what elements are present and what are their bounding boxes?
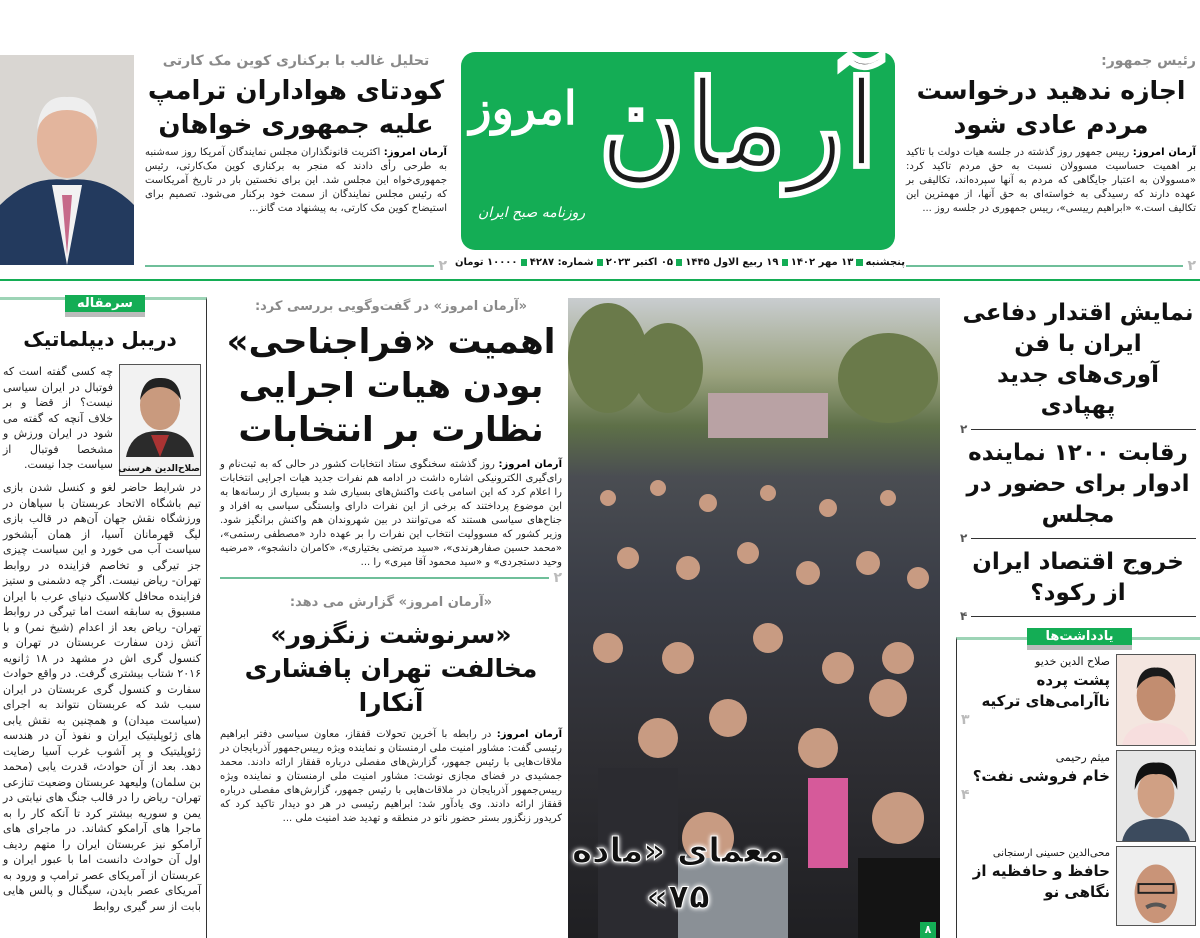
date-lunar: ۱۹ ربیع الاول ۱۴۴۵ bbox=[685, 257, 779, 268]
logo-main: آرمان bbox=[597, 54, 879, 195]
mccarthy-photo bbox=[0, 55, 134, 265]
page-number: ۲ bbox=[438, 258, 447, 274]
page-number: ۲ bbox=[1187, 258, 1196, 274]
kicker: رئیس جمهور: bbox=[1101, 53, 1196, 69]
note-title: حافظ و حافظیه از نگاهی نو bbox=[972, 862, 1110, 901]
logo-sub: امروز bbox=[469, 81, 577, 135]
author-photo bbox=[1116, 750, 1196, 842]
right-headlines bbox=[956, 298, 1200, 623]
headline[interactable]: اجازه ندهید درخواست مردم عادی شود bbox=[916, 76, 1186, 139]
headline[interactable]: اهمیت «فراجناحی» بودن هیات اجرایی نظارت بر انتخابات bbox=[226, 322, 556, 450]
dateline bbox=[455, 257, 905, 268]
issue-number: شماره: ۴۲۸۷ bbox=[529, 257, 594, 268]
editorial-text bbox=[3, 364, 201, 938]
note-item[interactable] bbox=[957, 846, 1200, 926]
note-author: میثم رحیمی bbox=[1055, 751, 1110, 764]
body-text: رییس جمهور روز گذشته در جلسه هیات دولت با تاکید بر اهمیت حساسیت مسوولان نسبت به حق مردم تاکید کرد: «مسوولان به اعتبار جایگاهی که مردم به آنها سپرده‌اند، تکالیفی بر عهده دارند که رسیدگی به خواسته‌ای به حق آنها، از مهمترین این تکالیف است.» «ابراهیم رییسی»، رییس جمهوری در جلسه روز ... bbox=[906, 147, 1196, 214]
weekday: پنجشنبه bbox=[865, 257, 905, 268]
note-item[interactable] bbox=[957, 654, 1200, 746]
headline[interactable]: «سرنوشت زنگزور» مخالفت تهران پافشاری آنکارا bbox=[244, 620, 538, 717]
note-author: صلاح الدین خدیو bbox=[1035, 655, 1110, 668]
note-title: خام فروشی نفت؟ bbox=[972, 767, 1110, 785]
author-photo bbox=[1116, 654, 1196, 746]
masthead-logo bbox=[458, 0, 898, 252]
headline-parliament[interactable]: رقابت ۱۲۰۰ نماینده ادوار برای حضور در مجلس bbox=[966, 440, 1190, 528]
notes-tag: یادداشت‌ها bbox=[1027, 628, 1132, 650]
editorial-intro: چه کسی گفته است که فوتبال در ایران سیاسی نیست؟ از قضا و بر خلاف آنچه که گفته می شود در ایران ورزش و مشخصا فوتبال از سیاست جدا نیست. bbox=[3, 365, 113, 471]
note-title: پشت پرده ناآرامی‌های ترکیه bbox=[981, 671, 1110, 710]
logo-tagline: روزنامه صبح ایران bbox=[478, 205, 586, 221]
kicker: تحلیل غالب با برکناری کوین مک کارتی bbox=[162, 53, 430, 69]
story-zangezur bbox=[220, 594, 562, 938]
page-number: ۲ bbox=[553, 570, 562, 586]
page-number: ۸ bbox=[920, 922, 936, 938]
editorial-tag: سرمقاله bbox=[65, 295, 145, 317]
top-right-story bbox=[906, 52, 1196, 274]
editorial-title[interactable]: دریبل دیپلماتیک bbox=[23, 327, 177, 351]
top-left-story bbox=[145, 52, 447, 274]
crowd-photo[interactable] bbox=[568, 298, 940, 938]
lead: آرمان امروز: bbox=[383, 147, 447, 158]
photo-overlay-headline[interactable]: معمای «ماده ۷۵» bbox=[571, 831, 785, 917]
headline-drones[interactable]: نمایش اقتدار دفاعی ایران با فن آوری‌های جدید پهپادی bbox=[962, 300, 1194, 419]
body-text: روز گذشته سخنگوی ستاد انتخابات کشور در حالی که به ثبت‌نام و رای‌گیری الکترونیکی اشاره داشت در ادامه هم نفرات جدید هیات اجرایی انتخابات را اعلام کرد که این اسامی باعث واکنش‌های بسیاری شد و بسیاری از رسانه‌ها به این موضوع پرداختند که برخی از این نفرات دارای وابستگی سیاسی به افراد و جناح‌های سیاسی هستند که می‌توانند در بین شهروندان هم واکنش برانگیز شود. وزیر کشور که مسوولیت انتخاب این نفرات را بر عهده دارد «مصطفی رستمی»، «محمد حسین صفارهرندی»، «سید مرتضی بختیاری»، «کامران دانشجو»، «مرضیه وحید دستجردی» و «سید محمود آقا میری» را ... bbox=[220, 459, 562, 568]
story-election bbox=[220, 298, 562, 586]
page-number: ۲ bbox=[960, 422, 968, 436]
headline[interactable]: کودتای هواداران ترامپ علیه جمهوری خواهان bbox=[147, 76, 445, 140]
date-solar: ۱۳ مهر ۱۴۰۲ bbox=[790, 257, 854, 268]
price: ۱۰۰۰۰ تومان bbox=[455, 257, 518, 268]
note-author: محی‌الدین حسینی ارسنجانی bbox=[992, 848, 1110, 859]
author-photo bbox=[119, 364, 201, 476]
page-number: ۴ bbox=[961, 787, 970, 803]
notes-column bbox=[956, 629, 1200, 938]
author-photo bbox=[1116, 846, 1196, 926]
kicker: «آرمان امروز» گزارش می دهد: bbox=[289, 595, 493, 610]
masthead-divider bbox=[0, 279, 1200, 281]
note-item[interactable] bbox=[957, 750, 1200, 842]
page-number: ۳ bbox=[961, 712, 970, 728]
date-gregorian: ۰۵ اکتبر ۲۰۲۳ bbox=[605, 257, 674, 268]
lead: آرمان امروز: bbox=[498, 459, 562, 470]
editorial-body: در شرایط حاضر لغو و کنسل شدن بازی تیم باشگاه الاتحاد عربستان با سپاهان در ورزشگاه نقش جهان آن‌هم در قالب بازی لیگ قهرمانان آسیا، از همان آبشخور سیاست آب می خورد و این سیاست چیزی جز تیرگی و تخاصم فزاینده در روابط تهران- ریاض نیست. اگر چه دشمنی و ستیز فزاینده محافل کلاسیک دنیای عرب با ایران مسبوق به سابقه است اما تیرگی در روابط تهران- ریاض بعد از اعدام (شیخ نمر) و با آتش زدن سفارت عربستان در تهران و کنسول گری اش در مشهد در ۱۸ ژانویه ۲۰۱۶ شتاب بیشتری گرفت. در واقع حوادث سفارت و کنسول گری عربستان در ایران سبب شد که عربستان نتواند به اجرای (سیاست میدان) و همچنین به نقش یابی های ژئوپلیتیک ایران و نفوذ آن در هندسه ژئوپلیتیک و پر آشوب غرب آسیا رضایت دهد. بعد از آن حوادث، قدرت یابی (محمد بن سلمان) ولیعهد عربستان وضعیت تنازعی تهران- ریاض را در قالب جنگ های نیابتی در یمن و سوریه بیشتر کرد تا آنکه کار را به ماجرا های آرامکو کشاند. در ماجرای های آرامکو نیز عربستان ایران را متهم ردیف اول آن حوادث دانست اما با عبور ایران و عربستان از آمریکای عصر ترامپ و ورود به آمریکای عصر بایدن، سیگنال و پالس هایی بابت از سر گیری روابط bbox=[3, 481, 201, 913]
body-text: در رابطه با آخرین تحولات قفقاز، معاون سیاسی دفتر ابراهیم رئیسی گفت: مشاور امنیت ملی ارمنستان و نماینده ویژه رییس‌جمهور آذربایجان در ملاقات‌هایی با رئیس جمهور، گزارش‌های مفصلی درباره قفقاز ارائه دادند. محمد جمشیدی در فضای مجازی نوشت: مشاور امنیت ملی ارمنستان و نماینده ویژه رییس‌جمهور آذربایجان در ملاقات‌هایی با رئیس جمهور، گزارش‌های مفصلی درباره قفقاز ارائه دادند. وی یادآور شد: ابراهیم رئیسی در هر دو دیدار تاکید کرد که کریدور زنگزور بستر حضور ناتو در منطقه و تهدید ضد امنیت ملی ... bbox=[220, 729, 562, 824]
author-name: صلاح‌الدین هرسنی bbox=[118, 464, 200, 474]
lead: آرمان امروز: bbox=[1132, 147, 1196, 158]
lead: آرمان امروز: bbox=[496, 729, 562, 740]
right-column bbox=[956, 298, 1200, 938]
body-text: اکثریت قانونگذاران مجلس نمایندگان آمریکا روز سه‌شنبه به طرحی رأی دادند که منجر به برکناری کوین مک‌کارتی، رئیس جمهوری‌خواه این مجلس شد. این برای نخستین بار در تاریخ آمریکاست که رئیس مجلس نمایندگان از سمت خود برکنار می‌شود. تصمیم برای استیضاح کوین مک کارتی، به پیشنهاد مت گانز... bbox=[145, 147, 447, 214]
editorial-column bbox=[0, 297, 207, 938]
kicker: «آرمان امروز» در گفت‌وگویی بررسی کرد: bbox=[254, 299, 528, 314]
page-number: ۴ bbox=[960, 609, 968, 623]
center-stories bbox=[220, 298, 562, 938]
page-number: ۲ bbox=[960, 531, 968, 545]
headline-economy[interactable]: خروج اقتصاد ایران از رکود؟ bbox=[972, 549, 1184, 606]
